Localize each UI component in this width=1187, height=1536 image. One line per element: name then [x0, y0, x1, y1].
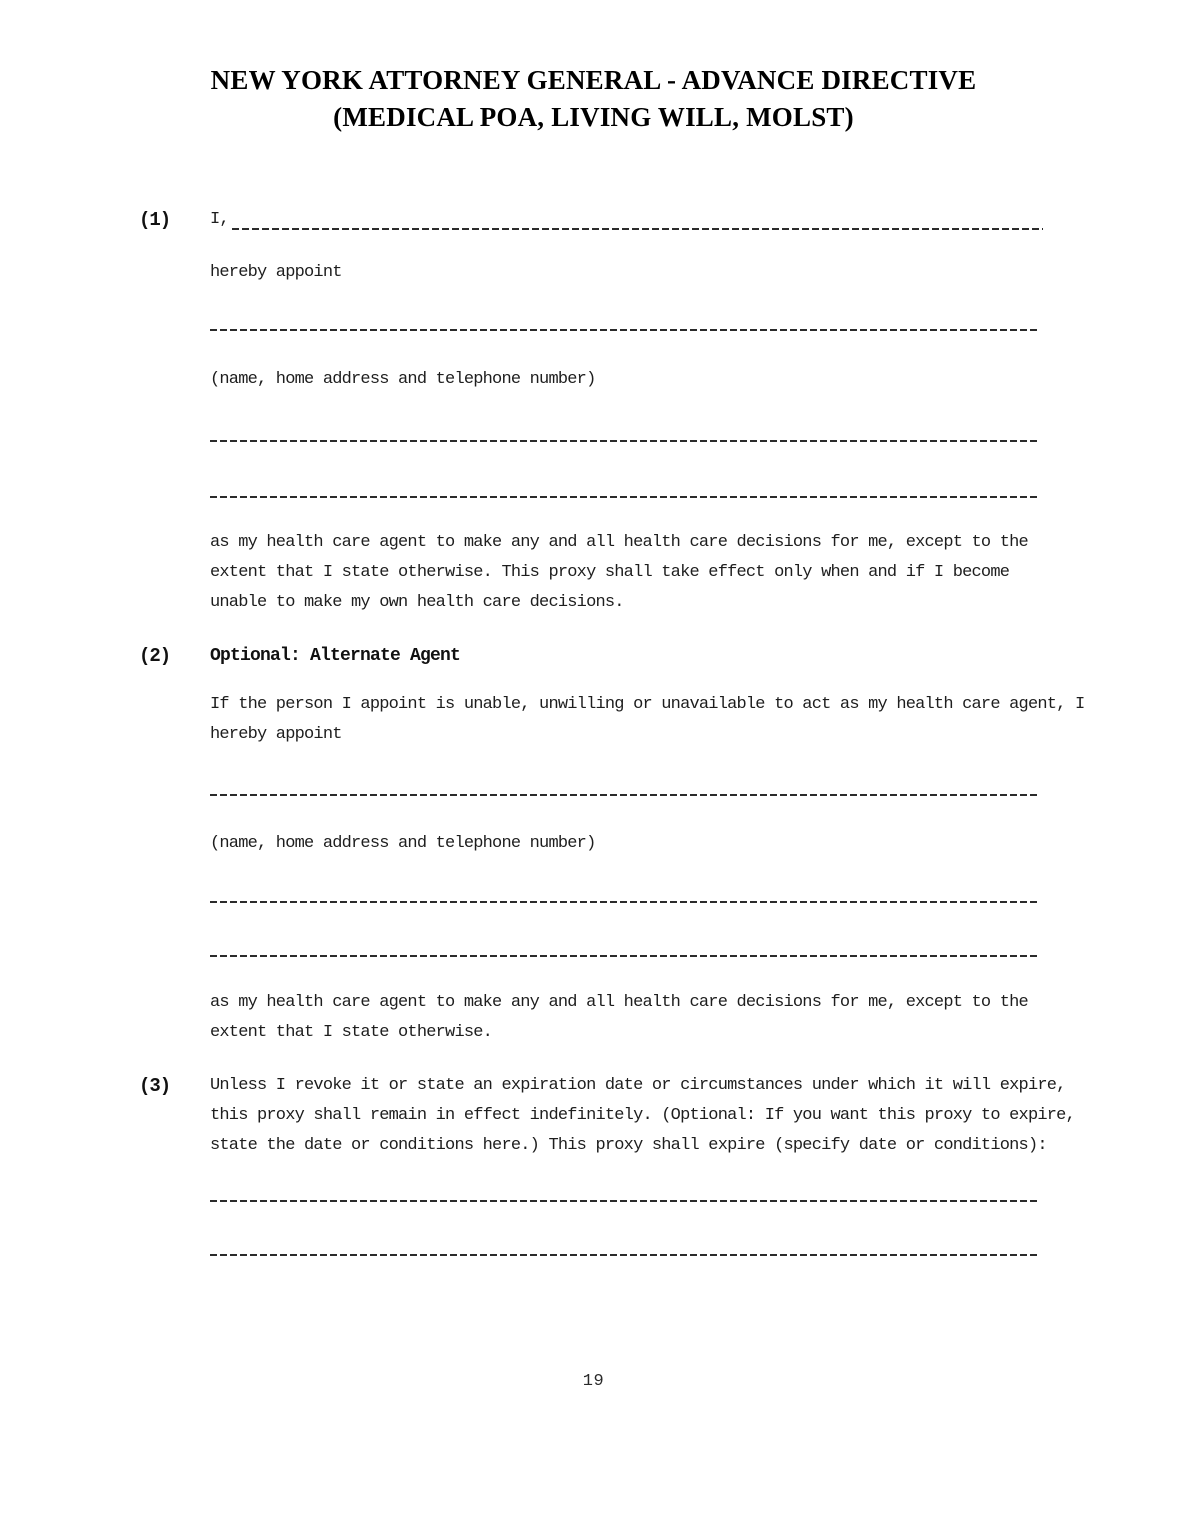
agent-info-blank-line-1 [210, 329, 1037, 331]
section-1-body-text: as my health care agent to make any and all health care decisions for me, except to the extent that I state otherwise. This proxy shall take effect only when and if I become unable to make my own health care decisions. [210, 533, 1028, 612]
expiration-blank-line-2 [210, 1254, 1037, 1256]
alternate-agent-blank-line-3 [210, 955, 1037, 957]
title-line-2: (MEDICAL POA, LIVING WILL, MOLST) [333, 102, 854, 132]
section-3-number: (3) [139, 1075, 171, 1097]
section-2-heading: Optional: Alternate Agent [210, 646, 461, 666]
alternate-agent-blank-line-2 [210, 901, 1037, 903]
agent-info-blank-line-3 [210, 496, 1037, 498]
section-2-intro-text: If the person I appoint is unable, unwilling or unavailable to act as my health care agent, I hereby appoint [210, 695, 1085, 744]
agent-info-caption-1: (name, home address and telephone number) [210, 370, 596, 389]
i-comma-prefix: I, [210, 210, 229, 229]
document-title [0, 62, 1187, 136]
expiration-blank-line-1 [210, 1200, 1037, 1202]
section-2-body-text: as my health care agent to make any and all health care decisions for me, except to the extent that I state otherwise. [210, 993, 1028, 1042]
agent-info-blank-line-2 [210, 440, 1037, 442]
section-3-body-text: Unless I revoke it or state an expiration date or circumstances under which it will expire, this proxy shall remain in effect indefinitely. (Optional: If you want this proxy to expire, state the date or conditions here.) This proxy shall expire (specify date or conditions): [210, 1076, 1075, 1155]
alternate-agent-blank-line-1 [210, 794, 1037, 796]
section-2-number: (2) [139, 645, 171, 667]
page-number: 19 [582, 1372, 605, 1391]
principal-name-field [210, 205, 1043, 235]
principal-name-blank-line [232, 228, 1043, 230]
title-line-1: NEW YORK ATTORNEY GENERAL - ADVANCE DIRECTIVE [210, 65, 977, 95]
agent-info-caption-2: (name, home address and telephone number) [210, 834, 596, 853]
section-1-number: (1) [139, 209, 171, 231]
hereby-appoint-text-1: hereby appoint [210, 263, 342, 282]
